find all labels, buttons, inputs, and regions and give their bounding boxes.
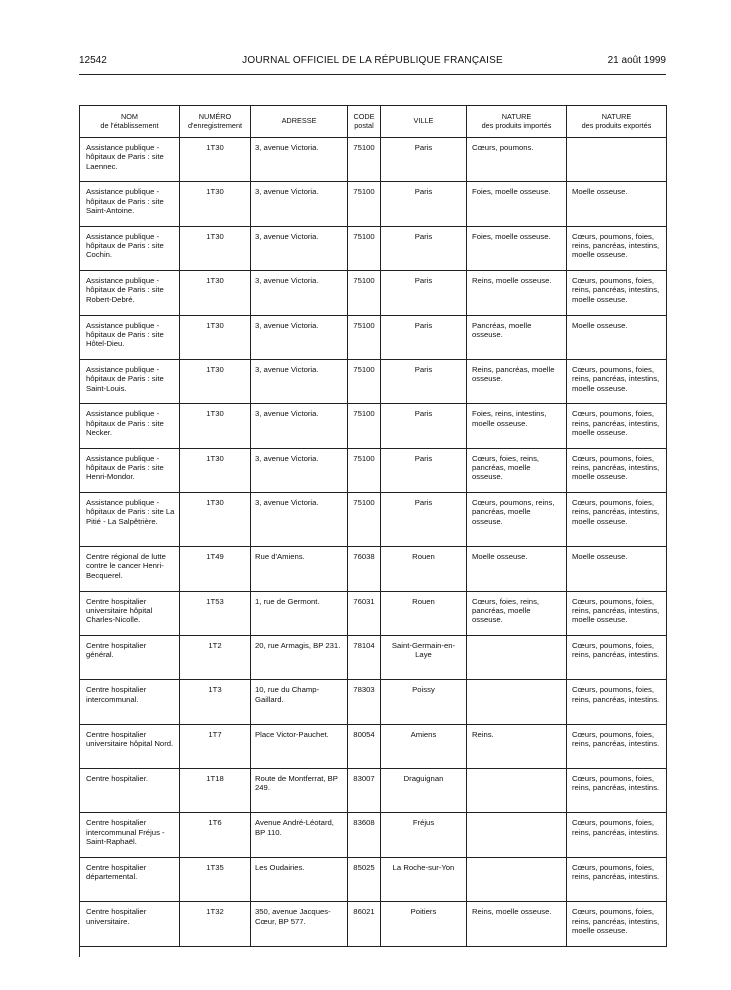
cell-code-postal: 78104 <box>348 635 381 679</box>
cell-nom: Centre hospitalier départemental. <box>80 857 180 901</box>
cell-nom: Centre hospitalier général. <box>80 635 180 679</box>
cell-nom: Centre hospitalier universitaire hôpital Nord. <box>80 724 180 768</box>
cell-ville: Amiens <box>381 724 467 768</box>
cell-numero: 1T30 <box>180 404 251 448</box>
cell-produits-importes: Cœurs, poumons, reins, pancréas, moelle osseuse. <box>467 493 567 547</box>
cell-produits-exportes: Cœurs, poumons, foies, reins, pancréas, intestins, moelle osseuse. <box>567 493 667 547</box>
cell-numero: 1T30 <box>180 448 251 492</box>
table-row <box>80 547 667 591</box>
table-row <box>80 138 667 182</box>
table-row <box>80 493 667 547</box>
cell-produits-importes: Reins, pancréas, moelle osseuse. <box>467 359 567 403</box>
table-row <box>80 226 667 270</box>
cell-produits-exportes: Cœurs, poumons, foies, reins, pancréas, intestins. <box>567 813 667 857</box>
cell-adresse: 3, avenue Victoria. <box>251 404 348 448</box>
cell-ville: Saint-Germain-en-Laye <box>381 635 467 679</box>
cell-produits-importes: Reins, moelle osseuse. <box>467 902 567 946</box>
cell-produits-exportes: Cœurs, poumons, foies, reins, pancréas, intestins. <box>567 635 667 679</box>
cell-ville: Paris <box>381 315 467 359</box>
cell-ville: Rouen <box>381 591 467 635</box>
cell-code-postal: 80054 <box>348 724 381 768</box>
cell-nom: Assistance publique - hôpitaux de Paris : site Saint-Antoine. <box>80 182 180 226</box>
cell-adresse: 3, avenue Victoria. <box>251 138 348 182</box>
cell-numero: 1T30 <box>180 271 251 315</box>
cell-numero: 1T49 <box>180 547 251 591</box>
col-header-numero: NUMÉRO d'enregistrement <box>180 106 251 138</box>
cell-code-postal: 75100 <box>348 182 381 226</box>
cell-produits-exportes: Cœurs, poumons, foies, reins, pancréas, intestins. <box>567 724 667 768</box>
cell-produits-exportes: Cœurs, poumons, foies, reins, pancréas, intestins, moelle osseuse. <box>567 591 667 635</box>
cell-ville: Paris <box>381 493 467 547</box>
cell-numero: 1T3 <box>180 680 251 724</box>
cell-code-postal: 86021 <box>348 902 381 946</box>
cell-ville: Paris <box>381 404 467 448</box>
cell-produits-importes: Moelle osseuse. <box>467 547 567 591</box>
cell-produits-exportes: Cœurs, poumons, foies, reins, pancréas, intestins. <box>567 680 667 724</box>
cell-nom: Assistance publique - hôpitaux de Paris : site Henri-Mondor. <box>80 448 180 492</box>
cell-ville: Poissy <box>381 680 467 724</box>
cell-adresse: Route de Montferrat, BP 249. <box>251 769 348 813</box>
cell-produits-exportes: Cœurs, poumons, foies, reins, pancréas, intestins, moelle osseuse. <box>567 448 667 492</box>
cell-nom: Assistance publique - hôpitaux de Paris : site Hôtel-Dieu. <box>80 315 180 359</box>
cell-nom: Centre régional de lutte contre le cancer Henri-Becquerel. <box>80 547 180 591</box>
cell-produits-importes <box>467 635 567 679</box>
table-row <box>80 813 667 857</box>
cell-numero: 1T35 <box>180 857 251 901</box>
cell-code-postal: 75100 <box>348 315 381 359</box>
cell-produits-exportes: Cœurs, poumons, foies, reins, pancréas, intestins, moelle osseuse. <box>567 271 667 315</box>
establishments-table <box>79 105 667 947</box>
cell-code-postal: 75100 <box>348 359 381 403</box>
table-row <box>80 315 667 359</box>
cell-nom: Centre hospitalier intercommunal Fréjus - Saint-Raphaël. <box>80 813 180 857</box>
table-row <box>80 635 667 679</box>
cell-produits-importes: Reins. <box>467 724 567 768</box>
cell-produits-importes: Foies, reins, intestins, moelle osseuse. <box>467 404 567 448</box>
page-number: 12542 <box>79 55 107 66</box>
cell-produits-importes: Foies, moelle osseuse. <box>467 226 567 270</box>
table-row <box>80 591 667 635</box>
cell-adresse: Avenue André-Léotard, BP 110. <box>251 813 348 857</box>
cell-code-postal: 78303 <box>348 680 381 724</box>
cell-code-postal: 83608 <box>348 813 381 857</box>
cell-nom: Centre hospitalier universitaire hôpital Charles-Nicolle. <box>80 591 180 635</box>
journal-title: JOURNAL OFFICIEL DE LA RÉPUBLIQUE FRANÇAISE <box>242 55 503 66</box>
cell-nom: Assistance publique - hôpitaux de Paris : site Laennec. <box>80 138 180 182</box>
cell-nom: Assistance publique - hôpitaux de Paris : site Necker. <box>80 404 180 448</box>
cell-produits-importes <box>467 769 567 813</box>
cell-numero: 1T30 <box>180 359 251 403</box>
cell-nom: Centre hospitalier. <box>80 769 180 813</box>
table-row <box>80 359 667 403</box>
cell-produits-exportes: Moelle osseuse. <box>567 315 667 359</box>
cell-ville: Paris <box>381 138 467 182</box>
cell-adresse: 20, rue Armagis, BP 231. <box>251 635 348 679</box>
col-header-nature-importes: NATURE des produits importés <box>467 106 567 138</box>
cell-nom: Centre hospitalier universitaire. <box>80 902 180 946</box>
table-row <box>80 769 667 813</box>
cell-adresse: Rue d'Amiens. <box>251 547 348 591</box>
col-header-nom: NOM de l'établissement <box>80 106 180 138</box>
cell-adresse: 3, avenue Victoria. <box>251 493 348 547</box>
cell-ville: La Roche-sur-Yon <box>381 857 467 901</box>
col-header-ville: VILLE <box>381 106 467 138</box>
cell-nom: Assistance publique - hôpitaux de Paris : site Saint-Louis. <box>80 359 180 403</box>
cell-code-postal: 75100 <box>348 404 381 448</box>
cell-numero: 1T2 <box>180 635 251 679</box>
page-header <box>79 55 666 71</box>
cell-nom: Assistance publique - hôpitaux de Paris : site Cochin. <box>80 226 180 270</box>
cell-adresse: 350, avenue Jacques-Cœur, BP 577. <box>251 902 348 946</box>
table-row <box>80 902 667 946</box>
cell-adresse: 3, avenue Victoria. <box>251 226 348 270</box>
cell-produits-exportes: Cœurs, poumons, foies, reins, pancréas, intestins. <box>567 857 667 901</box>
table-header-row <box>80 106 667 138</box>
cell-numero: 1T30 <box>180 315 251 359</box>
cell-code-postal: 75100 <box>348 448 381 492</box>
cell-numero: 1T30 <box>180 226 251 270</box>
cell-produits-importes <box>467 813 567 857</box>
cell-produits-exportes: Cœurs, poumons, foies, reins, pancréas, intestins. <box>567 769 667 813</box>
table-body <box>80 138 667 947</box>
cell-produits-exportes: Moelle osseuse. <box>567 547 667 591</box>
cell-produits-importes <box>467 680 567 724</box>
cell-code-postal: 83007 <box>348 769 381 813</box>
cell-numero: 1T18 <box>180 769 251 813</box>
cell-ville: Fréjus <box>381 813 467 857</box>
publication-date: 21 août 1999 <box>607 55 666 66</box>
cell-adresse: 10, rue du Champ-Gaillard. <box>251 680 348 724</box>
cell-adresse: Les Oudairies. <box>251 857 348 901</box>
cell-ville: Paris <box>381 271 467 315</box>
cell-produits-importes: Cœurs, foies, reins, pancréas, moelle osseuse. <box>467 591 567 635</box>
cell-produits-importes: Pancréas, moelle osseuse. <box>467 315 567 359</box>
cell-adresse: Place Victor-Pauchet. <box>251 724 348 768</box>
cell-ville: Rouen <box>381 547 467 591</box>
cell-code-postal: 75100 <box>348 226 381 270</box>
cell-produits-exportes: Moelle osseuse. <box>567 182 667 226</box>
cell-produits-importes <box>467 857 567 901</box>
cell-numero: 1T30 <box>180 493 251 547</box>
cell-ville: Poitiers <box>381 902 467 946</box>
cell-produits-importes: Cœurs, foies, reins, pancréas, moelle osseuse. <box>467 448 567 492</box>
cell-produits-importes: Reins, moelle osseuse. <box>467 271 567 315</box>
cell-produits-importes: Cœurs, poumons. <box>467 138 567 182</box>
cell-code-postal: 75100 <box>348 271 381 315</box>
cell-adresse: 3, avenue Victoria. <box>251 271 348 315</box>
cell-adresse: 1, rue de Germont. <box>251 591 348 635</box>
cell-code-postal: 75100 <box>348 138 381 182</box>
cell-produits-exportes <box>567 138 667 182</box>
cell-adresse: 3, avenue Victoria. <box>251 315 348 359</box>
cell-code-postal: 75100 <box>348 493 381 547</box>
col-header-adresse: ADRESSE <box>251 106 348 138</box>
cell-numero: 1T7 <box>180 724 251 768</box>
cell-numero: 1T32 <box>180 902 251 946</box>
cell-produits-exportes: Cœurs, poumons, foies, reins, pancréas, intestins, moelle osseuse. <box>567 226 667 270</box>
cell-nom: Assistance publique - hôpitaux de Paris : site Robert-Debré. <box>80 271 180 315</box>
table-row <box>80 404 667 448</box>
cell-code-postal: 76038 <box>348 547 381 591</box>
cell-adresse: 3, avenue Victoria. <box>251 182 348 226</box>
cell-produits-exportes: Cœurs, poumons, foies, reins, pancréas, intestins, moelle osseuse. <box>567 359 667 403</box>
header-divider <box>79 74 666 75</box>
table-row <box>80 271 667 315</box>
cell-numero: 1T30 <box>180 182 251 226</box>
cell-adresse: 3, avenue Victoria. <box>251 359 348 403</box>
cell-nom: Centre hospitalier intercommunal. <box>80 680 180 724</box>
cell-produits-importes: Foies, moelle osseuse. <box>467 182 567 226</box>
cell-produits-exportes: Cœurs, poumons, foies, reins, pancréas, intestins, moelle osseuse. <box>567 404 667 448</box>
cell-numero: 1T30 <box>180 138 251 182</box>
cell-produits-exportes: Cœurs, poumons, foies, reins, pancréas, intestins, moelle osseuse. <box>567 902 667 946</box>
continuation-rule <box>79 947 80 957</box>
table-row <box>80 680 667 724</box>
cell-ville: Paris <box>381 226 467 270</box>
cell-ville: Paris <box>381 359 467 403</box>
cell-code-postal: 76031 <box>348 591 381 635</box>
cell-ville: Draguignan <box>381 769 467 813</box>
cell-adresse: 3, avenue Victoria. <box>251 448 348 492</box>
cell-numero: 1T53 <box>180 591 251 635</box>
table-row <box>80 857 667 901</box>
cell-numero: 1T6 <box>180 813 251 857</box>
cell-ville: Paris <box>381 182 467 226</box>
cell-nom: Assistance publique - hôpitaux de Paris : site La Pitié - La Salpêtrière. <box>80 493 180 547</box>
table-row <box>80 724 667 768</box>
table-row <box>80 448 667 492</box>
col-header-nature-exportes: NATURE des produits exportés <box>567 106 667 138</box>
table-row <box>80 182 667 226</box>
cell-ville: Paris <box>381 448 467 492</box>
cell-code-postal: 85025 <box>348 857 381 901</box>
col-header-code: CODE postal <box>348 106 381 138</box>
